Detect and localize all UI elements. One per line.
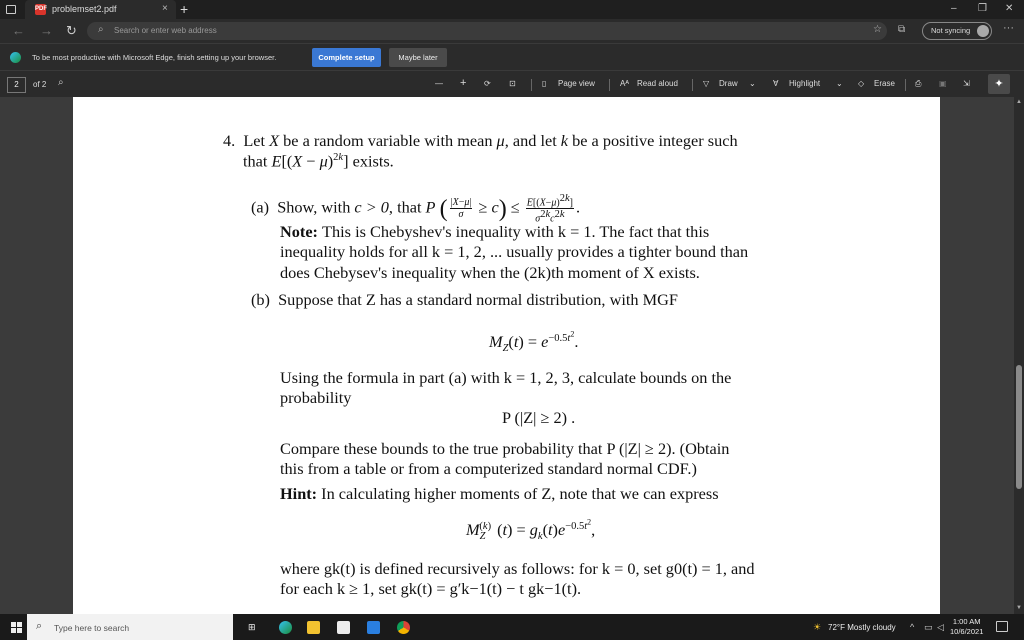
compare-line-2: this from a table or from a computerized standard normal CDF.) — [280, 459, 697, 478]
page-view-icon: ▯ — [542, 79, 547, 88]
address-input[interactable] — [87, 22, 887, 40]
favorites-star-icon[interactable]: ☆ — [873, 24, 882, 35]
complete-setup-button[interactable]: Complete setup — [312, 48, 381, 67]
scroll-down-icon[interactable]: ▼ — [1016, 605, 1022, 611]
clock[interactable] — [950, 617, 983, 637]
weather-icon: ☀ — [813, 622, 822, 632]
find-icon[interactable]: ⌕ — [58, 77, 64, 88]
restore-button[interactable]: ❐ — [978, 3, 987, 14]
recursion-line-1: where gk(t) is defined recursively as follows: for k = 0, set g0(t) = 1, and — [280, 559, 755, 578]
draw-button[interactable]: Draw — [719, 79, 738, 88]
scroll-up-icon[interactable]: ▲ — [1016, 99, 1022, 105]
part-a-line: (a) Show, with c > 0, that P ( $\frac{|X-\mu|}{\sigma}$ ≥ c) ≤ $\frac{E[(X-\mu)^{2k}]}{\sigma^{2k}c^{2k}}$ . — [251, 193, 581, 225]
title-bar — [0, 0, 1024, 19]
sync-label: Not syncing — [931, 26, 971, 35]
edge-logo-icon — [10, 52, 21, 63]
search-icon: ⌕ — [36, 620, 43, 632]
back-icon[interactable]: ← — [12, 23, 25, 38]
recursion-line-2: for each k ≥ 1, set gk(t) = g′k−1(t) − t gk−1(t). — [280, 579, 582, 598]
profile-sync-button[interactable] — [922, 22, 992, 40]
refresh-icon[interactable]: ↻ — [66, 23, 77, 38]
read-aloud-icon: Aᴬ — [620, 79, 629, 88]
page-number-input[interactable]: 2 — [7, 77, 26, 93]
clock-time: 1:00 AM — [952, 617, 981, 626]
erase-icon: ◇ — [858, 79, 865, 88]
problem-4-line-1: 4. Let X be a random variable with mean μ, and let k be a positive integer such — [223, 131, 738, 150]
draw-chevron-down-icon[interactable]: ⌄ — [749, 79, 756, 88]
read-aloud-button[interactable]: Read aloud — [637, 79, 678, 88]
note-line-3: does Chebysev's inequality when the (2k)th moment of X exists. — [280, 263, 700, 282]
zoom-out-button[interactable]: — — [435, 79, 443, 88]
part-b-using-line-2: probability — [280, 388, 352, 407]
draw-icon: ▽ — [703, 79, 710, 88]
page-view-button[interactable]: Page view — [558, 79, 595, 88]
print-icon[interactable]: ⎙ — [915, 79, 922, 88]
window-menu-icon[interactable] — [6, 5, 16, 14]
maybe-later-button[interactable]: Maybe later — [389, 48, 447, 67]
fit-page-icon[interactable]: ⊡ — [509, 79, 516, 88]
volume-icon[interactable]: ◁ — [937, 622, 944, 632]
tab-close-button[interactable]: × — [162, 3, 168, 14]
divider — [692, 79, 693, 91]
forward-icon[interactable]: → — [40, 23, 53, 38]
collections-icon[interactable]: ⧉ — [898, 24, 906, 35]
problem-4-line-2: that $E[(X - \mu)^{2k}]$ exists. — [243, 151, 394, 171]
edge-app-icon[interactable] — [279, 621, 292, 634]
zoom-in-button[interactable]: + — [460, 77, 467, 89]
part-b-line: (b) Suppose that Z has a standard normal distribution, with MGF — [251, 290, 678, 309]
minimize-button[interactable]: – — [951, 3, 957, 14]
address-placeholder: Search or enter web address — [114, 26, 217, 35]
info-message: To be most productive with Microsoft Edge, finish setting up your browser. — [32, 53, 277, 62]
part-b-using-line-1: Using the formula in part (a) with k = 1, 2, 3, calculate bounds on the — [280, 368, 732, 387]
pdf-page — [73, 97, 940, 614]
scrollbar-thumb[interactable] — [1016, 365, 1022, 489]
moment-equation: $M_Z^{(k)}$ $(t) = g_k(t)e^{-0.5t^2}$, — [466, 517, 596, 543]
weather-text[interactable]: 72°F Mostly cloudy — [828, 623, 896, 632]
notification-icon[interactable] — [996, 621, 1008, 632]
tab-title: problemset2.pdf — [52, 4, 117, 14]
highlight-button[interactable]: Highlight — [789, 79, 821, 88]
address-bar-row — [0, 19, 1024, 43]
note-line-1: Note: This is Chebyshev's inequality with k = 1. The fact that this — [280, 222, 710, 241]
taskbar-search-input[interactable] — [27, 614, 233, 640]
tray-chevron-icon[interactable]: ^ — [910, 622, 915, 632]
save-as-icon[interactable]: ⇲ — [963, 79, 970, 88]
save-icon[interactable]: ▣ — [939, 79, 947, 88]
clock-date: 10/6/2021 — [950, 627, 984, 636]
note-line-2: inequality holds for all k = 1, 2, ... usually provides a tighter bound than — [280, 242, 749, 261]
chrome-icon[interactable] — [397, 621, 410, 634]
probability-expression: P (|Z| ≥ 2) . — [502, 408, 576, 427]
task-view-icon[interactable]: ⊞ — [248, 622, 256, 632]
search-icon: ⌕ — [98, 24, 104, 35]
browser-tab[interactable] — [25, 0, 176, 19]
highlight-chevron-down-icon[interactable]: ⌄ — [836, 79, 843, 88]
mail-icon[interactable] — [367, 621, 380, 634]
highlight-icon: ∀ — [773, 79, 779, 88]
divider — [905, 79, 906, 91]
hint-line: Hint: In calculating higher moments of Z, note that we can express — [280, 484, 719, 503]
pdf-icon: PDF — [35, 4, 46, 15]
new-tab-button[interactable]: + — [180, 1, 189, 17]
more-menu-icon[interactable]: ··· — [1003, 22, 1014, 34]
windows-start-icon[interactable] — [11, 622, 22, 633]
divider — [531, 79, 532, 91]
avatar — [977, 25, 989, 37]
compare-line-1: Compare these bounds to the true probability that P (|Z| ≥ 2). (Obtain — [280, 439, 730, 458]
divider — [609, 79, 610, 91]
file-explorer-icon[interactable] — [307, 621, 320, 634]
pdf-toolbar — [0, 70, 1024, 97]
close-window-button[interactable]: ✕ — [1005, 3, 1014, 14]
setup-info-bar — [0, 43, 1024, 70]
taskbar-search-placeholder: Type here to search — [54, 623, 130, 633]
erase-button[interactable]: Erase — [874, 79, 895, 88]
pin-toolbar-icon[interactable]: ✦ — [988, 74, 1010, 94]
network-icon[interactable]: ▭ — [924, 622, 933, 632]
windows-taskbar — [0, 614, 1024, 640]
page-count: of 2 — [33, 80, 47, 89]
mgf-equation: $M_Z(t) = e^{-0.5t^2}$. — [489, 329, 579, 355]
store-icon[interactable] — [337, 621, 350, 634]
vertical-scrollbar[interactable] — [1014, 97, 1024, 614]
document-viewport[interactable] — [0, 97, 1014, 614]
rotate-icon[interactable]: ⟳ — [484, 79, 491, 88]
